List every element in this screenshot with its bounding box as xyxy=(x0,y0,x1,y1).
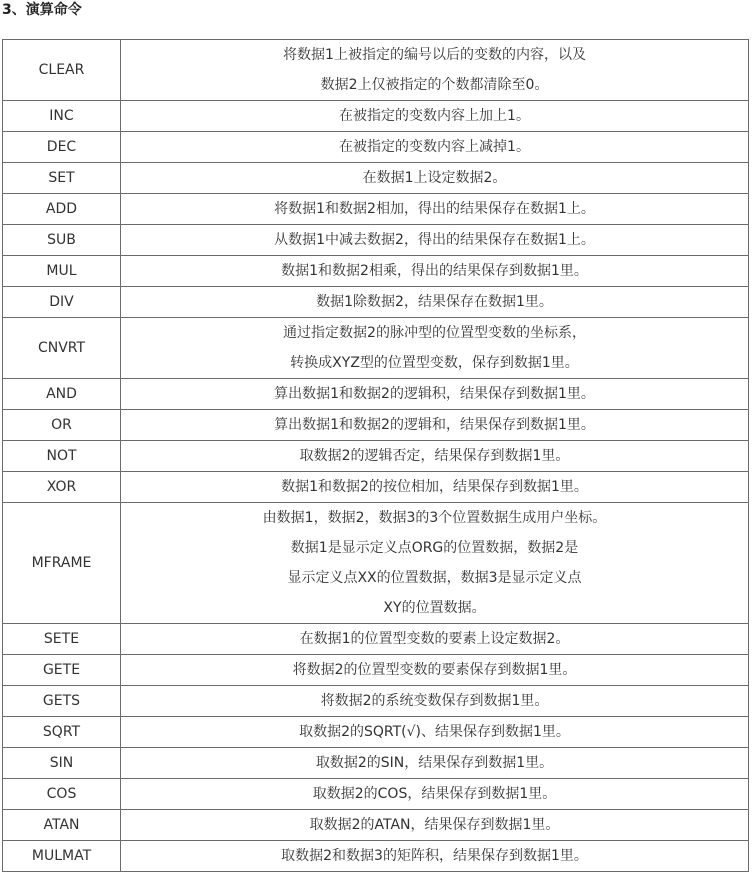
table-row xyxy=(3,655,749,686)
description-line: XY的位置数据。 xyxy=(383,600,486,616)
description-line: 取数据2和数据3的矩阵积，结果保存到数据1里。 xyxy=(281,848,588,864)
description-line: 通过指定数据2的脉冲型的位置型变数的坐标系， xyxy=(283,325,586,341)
command-description-cell xyxy=(121,841,749,872)
command-description-cell xyxy=(121,256,749,287)
description-line: 由数据1，数据2，数据3的3个位置数据生成用户坐标。 xyxy=(262,510,607,526)
command-name-cell: XOR xyxy=(3,472,121,503)
table-row xyxy=(3,101,749,132)
table-row xyxy=(3,225,749,256)
command-name-cell: SIN xyxy=(3,748,121,779)
description-line: 数据1是显示定义点ORG的位置数据，数据2是 xyxy=(290,540,579,556)
command-name-cell: INC xyxy=(3,101,121,132)
description-line: 在数据1的位置型变数的要素上设定数据2。 xyxy=(299,631,570,647)
table-row xyxy=(3,194,749,225)
table-row xyxy=(3,318,749,379)
table-row xyxy=(3,441,749,472)
command-name-cell: DIV xyxy=(3,287,121,318)
table-row xyxy=(3,472,749,503)
section-heading: 3、演算命令 xyxy=(2,2,82,18)
command-description-cell xyxy=(121,101,749,132)
command-name-cell: CNVRT xyxy=(3,318,121,379)
command-name-cell: DEC xyxy=(3,132,121,163)
command-description-cell xyxy=(121,810,749,841)
description-line: 数据1除数据2，结果保存在数据1里。 xyxy=(316,294,553,310)
description-line: 在被指定的变数内容上加上1。 xyxy=(339,108,530,124)
command-description-cell xyxy=(121,225,749,256)
description-line: 数据1和数据2相乘，得出的结果保存到数据1里。 xyxy=(281,263,588,279)
description-line: 从数据1中减去数据2，得出的结果保存在数据1上。 xyxy=(274,232,595,248)
command-description-cell xyxy=(121,503,749,624)
command-name-cell: SET xyxy=(3,163,121,194)
table-row xyxy=(3,163,749,194)
description-line: 数据1和数据2的按位相加，结果保存到数据1里。 xyxy=(281,479,588,495)
table-row xyxy=(3,132,749,163)
command-description-cell xyxy=(121,379,749,410)
command-description-cell xyxy=(121,748,749,779)
description-line: 取数据2的ATAN，结果保存到数据1里。 xyxy=(309,817,560,833)
table-row xyxy=(3,717,749,748)
command-name-cell: COS xyxy=(3,779,121,810)
description-line: 将数据1上被指定的编号以后的变数的内容，以及 xyxy=(283,47,586,63)
command-description-cell xyxy=(121,717,749,748)
description-line: 取数据2的SIN，结果保存到数据1里。 xyxy=(315,755,554,771)
command-description-cell xyxy=(121,132,749,163)
command-name-cell: NOT xyxy=(3,441,121,472)
command-name-cell: ATAN xyxy=(3,810,121,841)
command-name-cell: GETS xyxy=(3,686,121,717)
table-row xyxy=(3,379,749,410)
table-row xyxy=(3,624,749,655)
command-name-cell: AND xyxy=(3,379,121,410)
command-name-cell: MULMAT xyxy=(3,841,121,872)
command-name-cell: SETE xyxy=(3,624,121,655)
description-line: 数据2上仅被指定的个数都清除至0。 xyxy=(320,77,549,93)
command-name-cell: GETE xyxy=(3,655,121,686)
table-row xyxy=(3,503,749,624)
command-name-cell: SUB xyxy=(3,225,121,256)
command-description-cell xyxy=(121,40,749,101)
command-description-cell xyxy=(121,410,749,441)
description-line: 将数据2的位置型变数的要素保存到数据1里。 xyxy=(292,662,577,678)
table-row xyxy=(3,287,749,318)
command-description-cell xyxy=(121,624,749,655)
description-line: 算出数据1和数据2的逻辑和，结果保存到数据1里。 xyxy=(274,417,595,433)
table-row xyxy=(3,40,749,101)
command-table xyxy=(2,39,749,872)
command-description-cell xyxy=(121,686,749,717)
table-row xyxy=(3,748,749,779)
description-line: 在被指定的变数内容上减掉1。 xyxy=(339,139,530,155)
command-description-cell xyxy=(121,779,749,810)
description-line: 转换成XYZ型的位置型变数，保存到数据1里。 xyxy=(290,355,579,371)
command-name-cell: MFRAME xyxy=(3,503,121,624)
table-row xyxy=(3,410,749,441)
table-row xyxy=(3,686,749,717)
description-line: 显示定义点XX的位置数据，数据3是显示定义点 xyxy=(287,570,582,586)
command-description-cell xyxy=(121,163,749,194)
command-table-body xyxy=(3,40,749,872)
command-description-cell xyxy=(121,194,749,225)
description-line: 将数据2的系统变数保存到数据1里。 xyxy=(320,693,549,709)
table-row xyxy=(3,841,749,872)
command-name-cell: MUL xyxy=(3,256,121,287)
table-row xyxy=(3,810,749,841)
command-name-cell: CLEAR xyxy=(3,40,121,101)
description-line: 将数据1和数据2相加，得出的结果保存在数据1上。 xyxy=(274,201,595,217)
command-description-cell xyxy=(121,655,749,686)
description-line: 在数据1上设定数据2。 xyxy=(362,170,507,186)
command-description-cell xyxy=(121,472,749,503)
description-line: 取数据2的SQRT(√)、结果保存到数据1里。 xyxy=(299,724,570,740)
table-row xyxy=(3,256,749,287)
command-name-cell: ADD xyxy=(3,194,121,225)
command-description-cell xyxy=(121,441,749,472)
command-description-cell xyxy=(121,318,749,379)
command-name-cell: OR xyxy=(3,410,121,441)
description-line: 取数据2的逻辑否定，结果保存到数据1里。 xyxy=(299,448,570,464)
description-line: 算出数据1和数据2的逻辑积，结果保存到数据1里。 xyxy=(274,386,595,402)
command-description-cell xyxy=(121,287,749,318)
table-row xyxy=(3,779,749,810)
description-line: 取数据2的COS，结果保存到数据1里。 xyxy=(312,786,557,802)
command-name-cell: SQRT xyxy=(3,717,121,748)
